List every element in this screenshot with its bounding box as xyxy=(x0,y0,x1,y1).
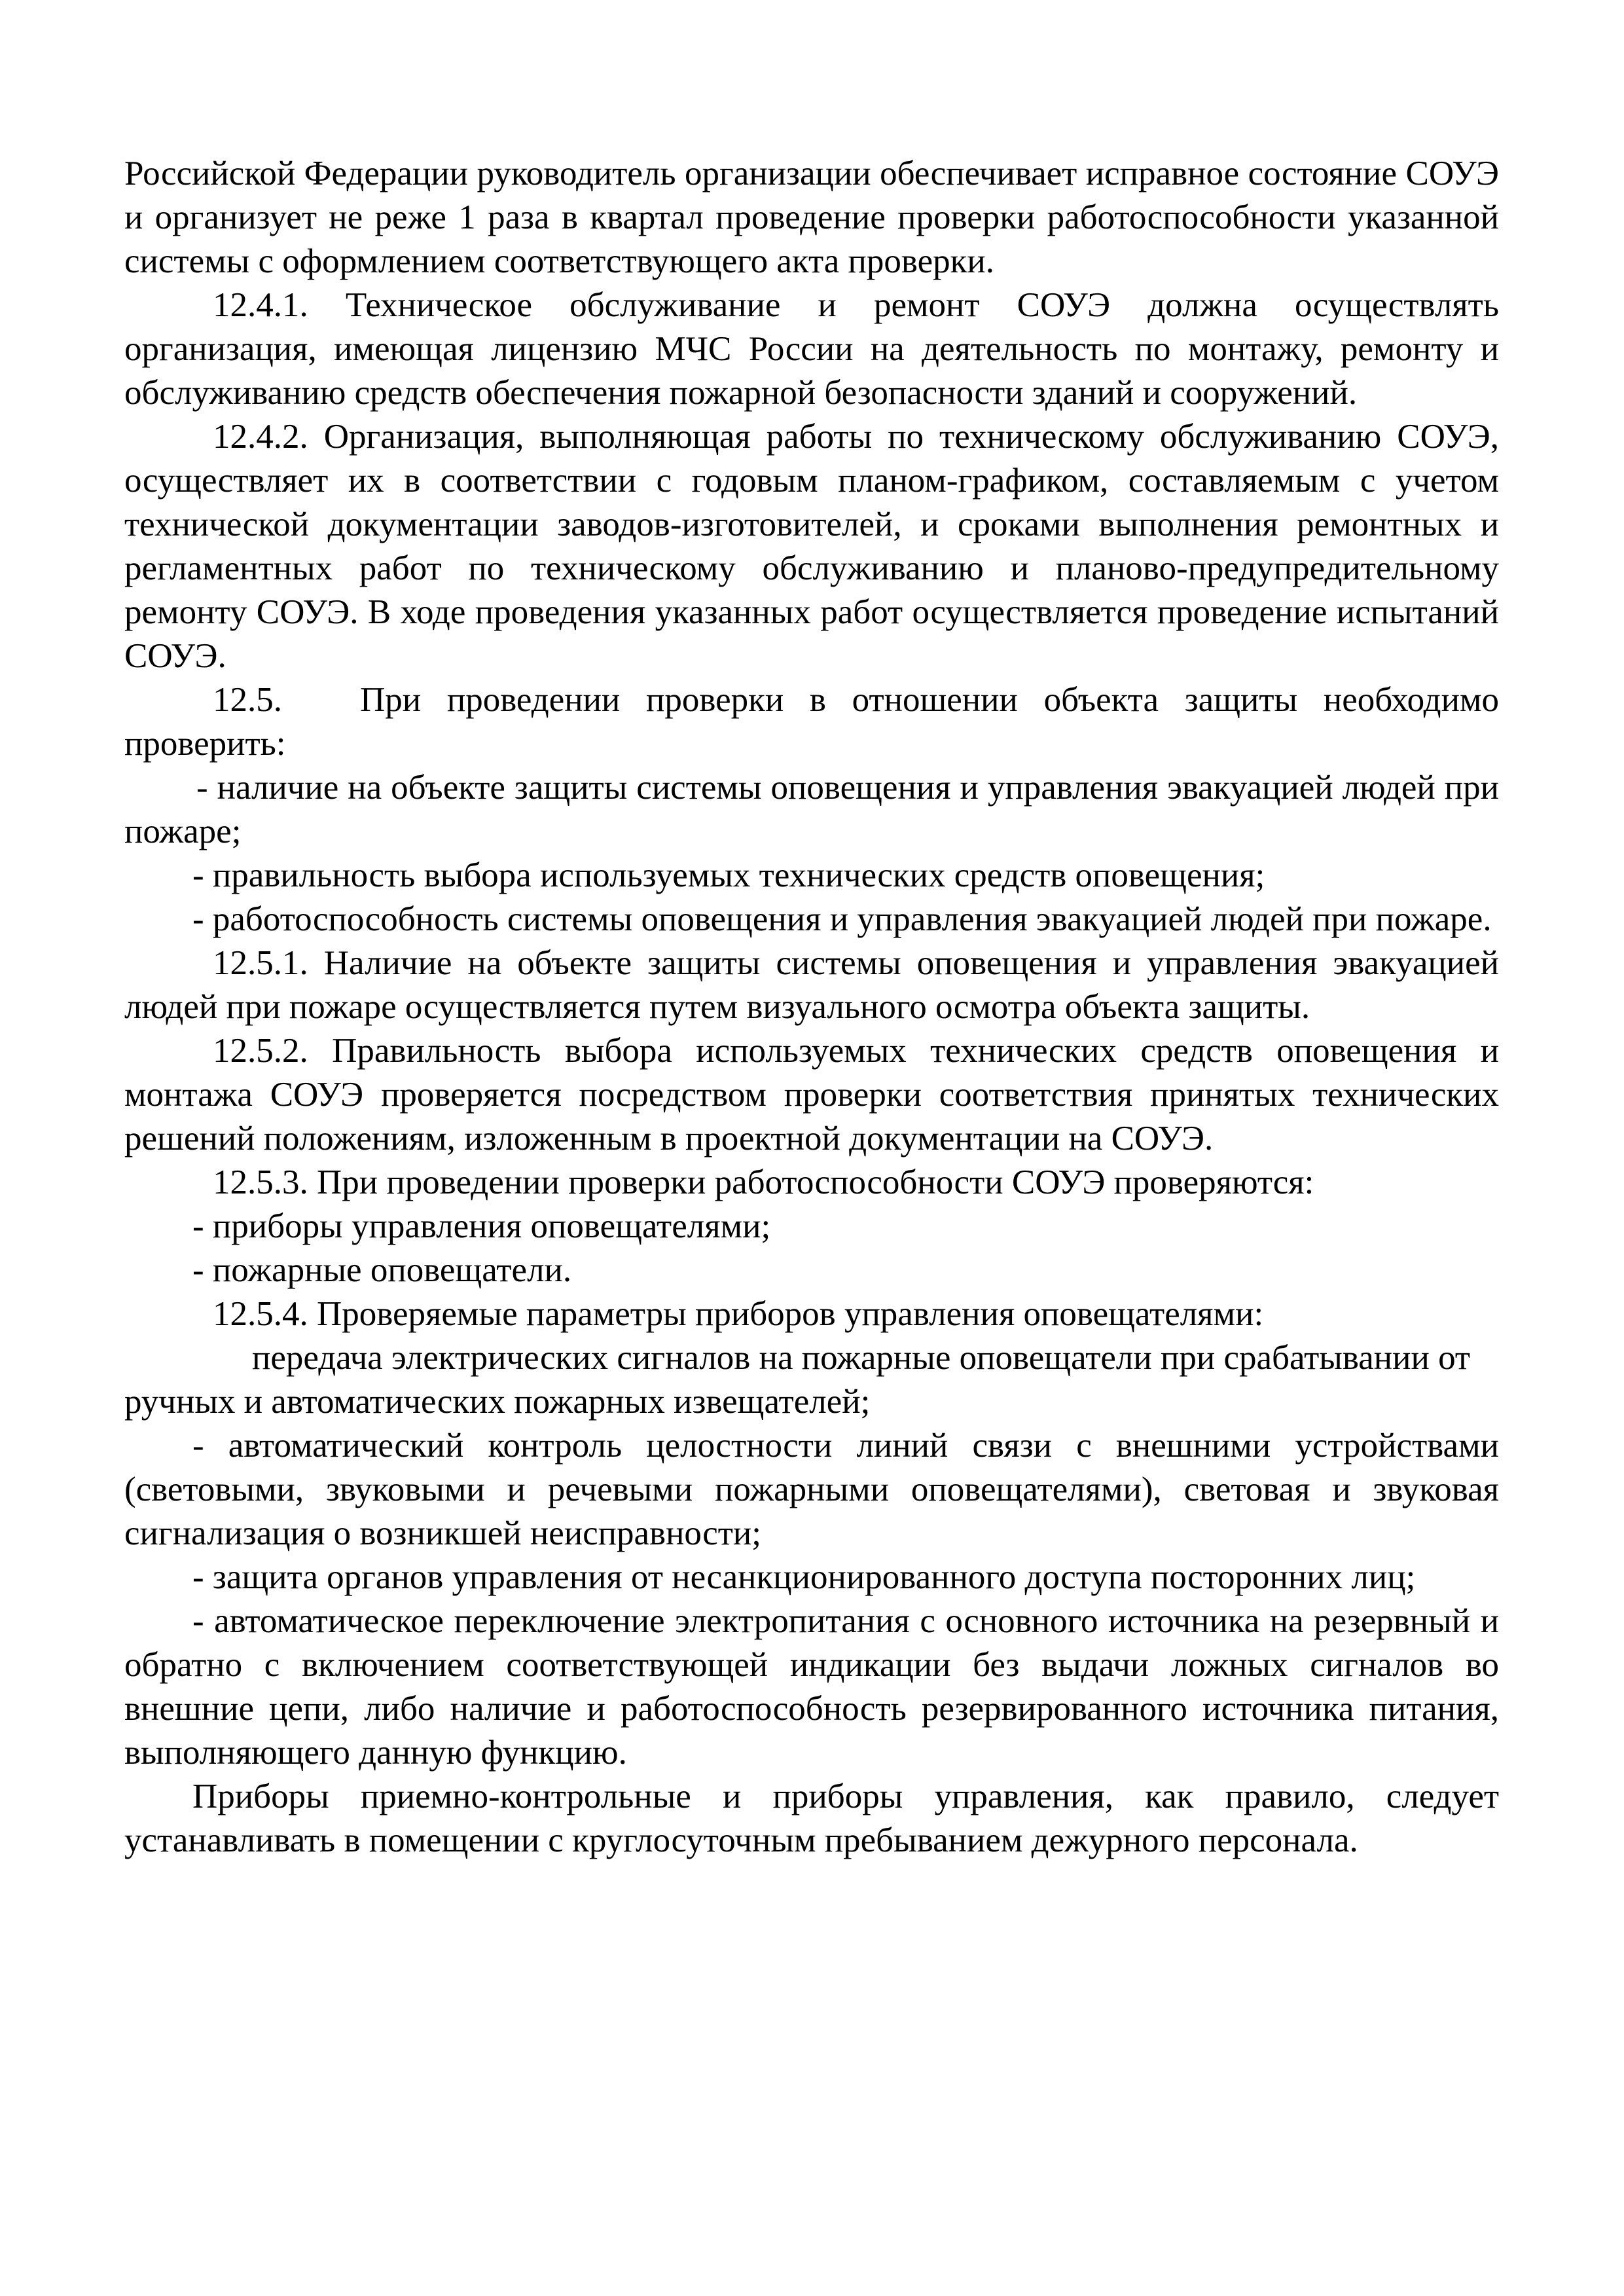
document-page xyxy=(124,152,1499,1863)
paragraph-12-5 xyxy=(124,678,1499,766)
paragraph-12-5-4: 12.5.4. Проверяемые параметры приборов управления оповещателями: xyxy=(213,1295,1264,1333)
list-item-correctness: - правильность выбора используемых технических средств оповещения; xyxy=(192,856,1265,894)
paragraph-12-5-text: При проведении проверки в отношении объекта защиты необходимо проверить: xyxy=(124,681,1499,763)
paragraph-12-4-2: 12.4.2. Организация, выполняющая работы по техническому обслуживанию СОУЭ, осуществляет их в соответствии с годовым планом-графиком, составляемым с учетом технической документации заводов-изготовителей, и сроками выполнения ремонтных и регламентных работ по техническому обслуживанию и планово-предупредительному ремонту СОУЭ. В ходе проведения указанных работ осуществляется проведение испытаний СОУЭ. xyxy=(124,418,1499,675)
paragraph-intro: Российской Федерации руководитель организации обеспечивает исправное состояние СОУЭ и организует не реже 1 раза в квартал проведение проверки работоспособности указанной системы с оформлением соответствующего акта проверки. xyxy=(124,155,1499,280)
list-item-control-devices: - приборы управления оповещателями; xyxy=(192,1207,771,1245)
list-item-signal-transfer: передача электрических сигналов на пожарные оповещатели при срабатывании от ручных и автоматических пожарных извещателей; xyxy=(124,1339,1471,1421)
list-item-operability: - работоспособность системы оповещения и управления эвакуацией людей при пожаре. xyxy=(192,900,1492,938)
list-item-line-control: - автоматический контроль целостности линий связи с внешними устройствами (световыми, звуковыми и речевыми пожарными оповещателями), световая и звуковая сигнализация о возникшей неисправности; xyxy=(124,1427,1499,1552)
list-item-fire-alarms: - пожарные оповещатели. xyxy=(192,1251,572,1289)
paragraph-12-5-2: 12.5.2. Правильность выбора используемых технических средств оповещения и монтажа СОУЭ проверяется посредством проверки соответствия принятых технических решений положениям, изложенным в проектной документации на СОУЭ. xyxy=(124,1032,1499,1157)
paragraph-12-5-1: 12.5.1. Наличие на объекте защиты системы оповещения и управления эвакуацией людей при пожаре осуществляется путем визуального осмотра объекта защиты. xyxy=(124,944,1499,1026)
paragraph-devices-placement: Приборы приемно-контрольные и приборы управления, как правило, следует устанавливать в помещении с круглосуточным пребыванием дежурного персонала. xyxy=(124,1777,1499,1859)
section-number-12-5: 12.5. xyxy=(213,681,282,719)
paragraph-12-4-1: 12.4.1. Техническое обслуживание и ремонт СОУЭ должна осуществлять организация, имеющая лицензию МЧС России на деятельность по монтажу, ремонту и обслуживанию средств обеспечения пожарной безопасности зданий и сооружений. xyxy=(124,286,1499,412)
list-item-presence: - наличие на объекте защиты системы оповещения и управления эвакуацией людей при пожаре; xyxy=(124,769,1499,850)
list-item-power-switching: - автоматическое переключение электропитания с основного источника на резервный и обратно с включением соответствующей индикации без выдачи ложных сигналов во внешние цепи, либо наличие и работоспособность резервированного источника питания, выполняющего данную функцию. xyxy=(124,1602,1499,1772)
list-item-access-protection: - защита органов управления от несанкционированного доступа посторонних лиц; xyxy=(192,1558,1416,1596)
paragraph-12-5-3: 12.5.3. При проведении проверки работоспособности СОУЭ проверяются: xyxy=(213,1163,1314,1201)
